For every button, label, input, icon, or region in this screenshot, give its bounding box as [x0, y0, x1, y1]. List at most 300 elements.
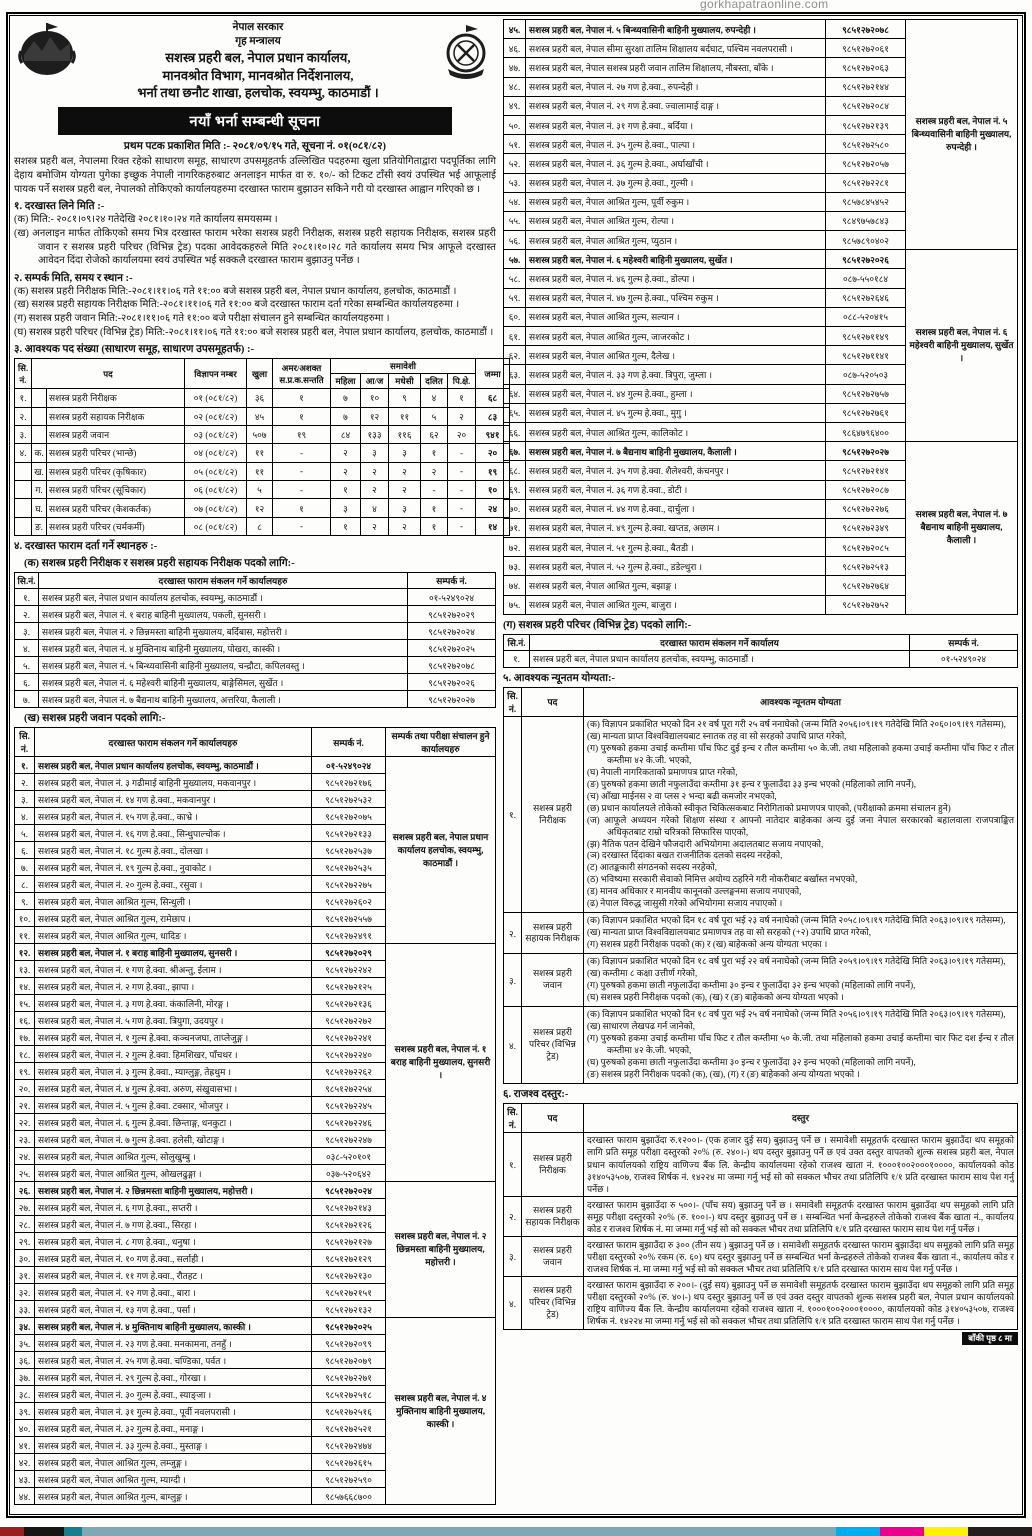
table-cell: ४५.: [504, 20, 526, 39]
qualification-item: (क) विज्ञापन प्रकाशित भएको दिन १८ वर्ष पुरा भई २२ वर्ष ननाघेको (जन्म मिति २०५९।०९।१९ गतेदेखि मिति २०६३।०९।१९ गतेसम्म),: [587, 956, 1006, 967]
table-cell: ९८५१२७२०९९: [312, 1335, 386, 1352]
table-cell: २: [331, 444, 361, 462]
table-cell: ९८५१२७२५३२: [312, 791, 386, 808]
table-cell: ६९.: [504, 480, 526, 499]
table-cell: सशस्त्र प्रहरी बल, नेपाल नं. ४७ गुल्म हे.क्वा., पश्चिम रुकुम ।: [526, 288, 826, 307]
table-cell: १.: [15, 589, 39, 606]
table-cell: सशस्त्र प्रहरी बल, नेपाल नं. १९ गुल्म हे.क्वा., नुवाकोट ।: [35, 859, 312, 876]
table-cell: ९८५१२७२२७२: [312, 1012, 386, 1029]
col-header-ad: विज्ञापन नम्बर: [185, 359, 247, 389]
table-cell: १.: [15, 389, 32, 407]
table-cell: सशस्त्र प्रहरी जवान: [522, 1237, 584, 1277]
letterhead: [14, 19, 496, 102]
table-cell: सशस्त्र प्रहरी बल, नेपाल नं. ३१ गुल्म हे.क्वा., पूर्वी नवलपरासी ।: [35, 1403, 312, 1420]
inspector-offices-body: [15, 589, 496, 708]
section2-item: (ख) सशस्त्र प्रहरी सहायक निरीक्षक मिति:-२०८१।११।०६ गते ११:०० बजे दरखास्त फाराम दर्ता गरेका सम्बन्धित कार्यालयहरुमा ।: [14, 299, 460, 311]
table-cell: ९८५१२७२०७५: [312, 808, 386, 825]
table-cell: ८.: [15, 876, 35, 893]
table-cell: -: [448, 499, 476, 517]
table-cell: १२: [247, 499, 273, 517]
table-cell: ०६ (०८१/८२): [185, 481, 247, 499]
table-cell: ४७.: [504, 58, 526, 77]
qualification-items: [584, 954, 1018, 1007]
table-cell: सशस्त्र प्रहरी बल, नेपाल नं. १८ गुल्म हे.क्वा., दोलखा ।: [35, 842, 312, 859]
table-cell: २: [448, 407, 476, 425]
table-cell: सशस्त्र प्रहरी सहायक निरीक्षक: [47, 407, 185, 425]
table-cell: ३.: [504, 954, 522, 1007]
table-row: [504, 20, 1018, 39]
table-cell: ९८५१२७२१३९: [826, 115, 906, 134]
table-row: [504, 1132, 1018, 1196]
table-cell: सशस्त्र प्रहरी बल, नेपाल आश्रित गुल्म, सिन्धुली ।: [35, 893, 312, 910]
table-cell: सशस्त्र प्रहरी बल, नेपाल आश्रित गुल्म, प्युठान ।: [526, 231, 826, 250]
table-cell: सशस्त्र प्रहरी बल, नेपाल आश्रित गुल्म, लम्जुङ्ग ।: [35, 1454, 312, 1471]
table-cell: ६२.: [504, 346, 526, 365]
table-cell: सशस्त्र प्रहरी बल, नेपाल नं. ५१ गुल्म हे.क्वा., बैतडी ।: [526, 538, 826, 557]
table-cell: ३४.: [15, 1318, 35, 1335]
qualification-item: (क) विज्ञापन प्रकाशित भएको दिन १८ वर्ष पूरा भई २३ वर्ष ननाघेको (जन्म मिति २०५८।०९।१९ गतेदेखि मिति २०६३।०९।१९ गतेसम्म),: [587, 915, 1006, 926]
table-cell: १.: [504, 716, 522, 913]
section3-heading: ३. आवश्यक पद संख्या (साधारण समूह, साधारण उपसमूहतर्फ) :-: [14, 344, 254, 356]
table-cell: ९८५१२७२२४२: [312, 961, 386, 978]
table-cell: २०.: [15, 1080, 35, 1097]
section2-item: (ग) सशस्त्र प्रहरी जवान मिति:-२०८१।११।०६ गते ११:०० बजे परीक्षा संचालन हुने सम्बन्धित कार्यालयहरुमा ।: [14, 312, 390, 324]
table-cell: ५०७: [247, 425, 273, 443]
qualification-item: (ङ) पुरुषको हकमा छाती नफुलाउँदा कम्तीमा ३१ इन्च र फुलाउँदा ३३ इन्च भएको (महिलाको लागि नपर्ने),: [587, 778, 917, 789]
exam-office-note: सशस्त्र प्रहरी बल, नेपाल नं. १ बराह बाहिनी मुख्यालय, सुनसरी ।: [386, 944, 496, 1182]
table-cell: ८४: [331, 425, 361, 443]
table-cell: सशस्त्र प्रहरी बल, नेपाल आश्रित गुल्म, रोल्पा ।: [526, 211, 826, 230]
table-cell: ९८५१२७२२७६: [826, 499, 906, 518]
table-cell: १: [273, 499, 331, 517]
table-cell: -: [448, 517, 476, 535]
table-cell: सशस्त्र प्रहरी परिचर (चर्मकर्मी): [47, 517, 185, 535]
table-cell: सशस्त्र प्रहरी बल, नेपाल नं. २ गण हे.क्वा., झापा ।: [35, 978, 312, 995]
table-cell: ५३.: [504, 173, 526, 192]
table-cell: सशस्त्र प्रहरी बल, नेपाल नं. ३ गढीमाई बाहिनी मुख्यालय, मकवानपुर ।: [35, 774, 312, 791]
table-cell: ९८५१२७२३४९: [826, 518, 906, 537]
exam-office-note: सशस्त्र प्रहरी बल, नेपाल नं. २ छिन्नमस्ता बाहिनी मुख्यालय, महोत्तरी ।: [386, 1182, 496, 1318]
table-cell: ३: [361, 444, 389, 462]
table-cell: ३.: [15, 425, 32, 443]
table-cell: १: [331, 517, 361, 535]
qualification-item: (ड) मानव अधिकार र मानवीय कानूनको उल्लङ्घनमा सजाय नपाएको,: [587, 886, 802, 897]
table-cell: सशस्त्र प्रहरी बल, नेपाल नं. ३६ गुल्म हे.क्वा., अर्घाखाँची ।: [526, 154, 826, 173]
table-cell: ९८५१२७२५३७: [312, 842, 386, 859]
inspector-offices-table: [14, 572, 496, 708]
exam-office-note: सशस्त्र प्रहरी बल, नेपाल नं. ५ बिन्ध्यवासिनी बाहिनी मुख्यालय, रुपन्देही ।: [906, 20, 1018, 250]
table-cell: ४.: [15, 808, 35, 825]
table-cell: [15, 462, 32, 480]
table-cell: १९: [273, 425, 331, 443]
section4c-label: (ग) सशस्त्र प्रहरी परिचर (विभिन्न ट्रेड) पदको लागि:-: [503, 619, 692, 631]
table-cell: [15, 481, 32, 499]
table-cell: सशस्त्र प्रहरी बल, नेपाल आश्रित गुल्म, बाग्लुङ्ग ।: [35, 1488, 312, 1505]
table-cell: २.: [15, 774, 35, 791]
table-cell: सशस्त्र प्रहरी बल, नेपाल नं. ३३ गण हे.क्वा. त्रिपुरा, जुम्ला ।: [526, 365, 826, 384]
table-cell: १: [331, 481, 361, 499]
continued-page-note: बाँकी पृष्ठ ८ मा: [962, 1332, 1018, 1345]
table-cell: ५४.: [504, 192, 526, 211]
parichar-offices-body: [504, 650, 1018, 667]
qualification-item: (ख) साधारण लेखपढ गर्न जानेको,: [587, 1021, 696, 1032]
table-cell: ९८५१२७२०७९: [312, 1352, 386, 1369]
table-cell: सशस्त्र प्रहरी बल, नेपाल नं. ५ बिन्ध्यवासिनी बाहिनी मुख्यालय, चन्द्रौटा, कपिलवस्तु ।: [39, 657, 408, 674]
col-header-qualification: आवश्यक न्यूनतम योग्यता: [584, 687, 1018, 716]
table-cell: २: [331, 462, 361, 480]
table-cell: [32, 389, 47, 407]
qualifications-header-row: [504, 687, 1018, 716]
table-cell: ०२ (०८१/८२): [185, 407, 247, 425]
col-header-sn: सि.नं.: [504, 634, 530, 650]
col-header-post: पद: [522, 687, 584, 716]
print-registration-bar: [0, 1527, 1032, 1536]
qualification-item: (ख) मान्यता प्राप्त विश्वविद्यालयबाट प्रमाणपत्र तह वा सो सरहको (+२) उपाधि प्राप्त गरेको,: [587, 927, 872, 938]
table-cell: सशस्त्र प्रहरी बल, नेपाल आश्रित गुल्म, सल्यान ।: [526, 307, 826, 326]
table-cell: सशस्त्र प्रहरी बल, नेपाल नं. ७ बैद्यनाथ बाहिनी मुख्यालय, अत्तरिया, कैलाली ।: [39, 691, 408, 708]
table-cell: सशस्त्र प्रहरी बल, नेपाल नं. ३७ गुल्म हे.क्वा., गुल्मी ।: [526, 173, 826, 192]
table-cell: ९८५१२७२२४०: [312, 1046, 386, 1063]
table-cell: सशस्त्र प्रहरी परिचर (विभिन्न ट्रेड): [522, 1007, 584, 1084]
table-cell: सशस्त्र प्रहरी बल, नेपाल नं. १ गण हे.क्वा. श्रीअन्तु, ईलाम ।: [35, 961, 312, 978]
table-cell: ०४ (०८१/८२): [185, 444, 247, 462]
qualification-item: (ज) आफूले अध्ययन गरेको शिक्षण संस्था र आफ्नो नातेदार बाहेकका अन्य दुई जना नेपाल सरकारको बहालवाला राजपत्राङ्कित अधिकृतबाट राम्रो चरित्रको सिफारिस पाएको,: [587, 814, 1014, 837]
table-cell: १: [273, 407, 331, 425]
table-cell: ४.: [504, 1277, 522, 1329]
table-cell: १४.: [15, 978, 35, 995]
table-cell: ९८५१२७२०२५: [312, 1318, 386, 1335]
table-cell: ९८५१२७२७५७: [826, 384, 906, 403]
table-row: [504, 1197, 1018, 1237]
print-bar-segment: [968, 1527, 1032, 1536]
table-cell: सशस्त्र प्रहरी बल, नेपाल नं. ४ मुक्तिनाथ बाहिनी मुख्यालय, कास्की ।: [35, 1318, 312, 1335]
table-cell: ३.: [15, 791, 35, 808]
table-cell: सशस्त्र प्रहरी बल, नेपाल आश्रित गुल्म, बाजुरा ।: [526, 595, 826, 614]
fee-description: दरखास्त फाराम बुझाउँदा रु २००।- (दुई सय) बुझाउनु पर्ने छ समावेशी समूहतर्फ दरखास्त फाराम बुझाउँदा थप समूहको लागि प्रति समूह परीक्षा दस्तुरको २०% (रु. ४०।-) थप दस्तुर बुझाउनु पर्ने छ एवं उक्त दस्तुर वापतको शुल्क सशस्त्र प्रहरी बल, नेपाल प्रधान कार्यालयको राष्ट्रिय वाणिज्य बैंक लि. केन्द्रीय कार्यालयमा रहेको राजश्व खाता नं. १०००१००२०००१००००, कार्यालयको कोड ३१४०५३५०७, राजश्व शिर्षक नं. १४२२४ मा जम्मा गर्नु भई सो को सक्कल भौचर तथा प्रतिलिपि १/१ प्रति दरखास्त फाराम साथ पेश गर्नु पर्नेछ ।: [584, 1277, 1018, 1329]
table-cell: सशस्त्र प्रहरी बल, नेपाल नं. २ छिन्नमस्ता बाहिनी मुख्यालय, बर्दिबास, महोत्तरी ।: [39, 623, 408, 640]
col-header-post: पद: [522, 1103, 584, 1132]
print-bar-segment: [924, 1527, 968, 1536]
section2-heading: २. सम्पर्क मिति, समय र स्थान :-: [14, 272, 133, 284]
table-row: [15, 606, 496, 623]
table-cell: ९८५१२७२२५४: [312, 1080, 386, 1097]
table-cell: ९८५१२७२१५१: [312, 1284, 386, 1301]
table-cell: सशस्त्र प्रहरी बल, नेपाल नं. ४४ गण हे.क्वा., दार्चुला ।: [526, 499, 826, 518]
table-cell: १: [421, 517, 448, 535]
table-cell: ९८४९७५७८४३: [826, 211, 906, 230]
table-cell: ७: [331, 407, 361, 425]
exam-office-note: सशस्त्र प्रहरी बल, नेपाल नं. ६ महेश्वरी बाहिनी मुख्यालय, सुर्खेत ।: [906, 250, 1018, 442]
col-header-sn: सि.नं.: [504, 1103, 522, 1132]
table-cell: ९८६४७९६४००: [826, 422, 906, 441]
jawan-offices-table-left: [14, 727, 496, 1505]
table-cell: ९८५१२७२१३३: [312, 825, 386, 842]
qualification-item: (ट) आतङ्ककारी संगठनको सदस्य नरहेको,: [587, 862, 717, 873]
print-bar-segment: [82, 1527, 836, 1536]
table-cell: [32, 425, 47, 443]
qualification-item: (ख) मान्यता प्राप्त विश्वविद्यालयबाट स्नातक तह वा सो सरहको उपाधि प्राप्त गरेको,: [587, 730, 847, 741]
table-cell: सशस्त्र प्रहरी सहायक निरीक्षक: [522, 913, 584, 954]
table-row: [504, 442, 1018, 461]
table-cell: सशस्त्र प्रहरी बल, नेपाल नं. १३ गण हे.क्वा., पर्सा ।: [35, 1301, 312, 1318]
table-cell: ९८५७८९०४०२: [826, 231, 906, 250]
fees-header-row: [504, 1103, 1018, 1132]
notice-frame: [6, 12, 1026, 1518]
ministry-line: गृह मन्त्रालय: [235, 36, 281, 48]
table-cell: सशस्त्र प्रहरी जवान: [47, 425, 185, 443]
col-header-aja: आ/ज: [361, 374, 389, 389]
col-header-dalit: दलित: [421, 374, 448, 389]
table-cell: सशस्त्र प्रहरी बल, नेपाल नं. १५ गण हे.क्वा., काभ्रे ।: [35, 808, 312, 825]
table-cell: सशस्त्र प्रहरी बल, नेपाल नं. ५ गुल्म हे.क्वा. टक्सार, भोजपुर ।: [35, 1097, 312, 1114]
vacancy-table: [14, 358, 510, 536]
table-cell: ५१.: [504, 135, 526, 154]
col-header-pichhe: पि.क्षे.: [448, 374, 476, 389]
table-cell: घ.: [32, 499, 47, 517]
table-cell: ९८५१२७२१२७: [312, 1233, 386, 1250]
col-header-phone: सम्पर्क नं.: [408, 573, 496, 589]
table-cell: १०.: [15, 910, 35, 927]
branch-line: भर्ना तथा छनौट शाखा, हलचोक, स्वयम्भु, काठमाडौं ।: [137, 85, 379, 101]
table-row: [15, 640, 496, 657]
table-cell: ९८५१२७२०२७: [826, 442, 906, 461]
table-cell: ५५.: [504, 211, 526, 230]
section4-heading: ४. दरखास्त फाराम दर्ता गर्ने स्थानहरु :-: [14, 541, 158, 553]
table-cell: सशस्त्र प्रहरी बल, नेपाल सशस्त्र प्रहरी जवान तालिम शिक्षालय, नौबस्ता, बाँके ।: [526, 58, 826, 77]
table-cell: ९: [389, 389, 421, 407]
table-cell: ९८५१२७२१२५: [312, 978, 386, 995]
parichar-header-row: [504, 634, 1018, 650]
table-cell: ७०.: [504, 499, 526, 518]
table-cell: सशस्त्र प्रहरी बल, नेपाल नं. २ छिन्नमस्ता बाहिनी मुख्यालय, महोत्तरी ।: [35, 1182, 312, 1199]
table-cell: सशस्त्र प्रहरी बल, नेपाल नं. ८ गण हे.क्वा., धनुषा ।: [35, 1233, 312, 1250]
table-cell: ९८५१२७२२७५: [312, 876, 386, 893]
table-cell: सशस्त्र प्रहरी निरीक्षक: [522, 716, 584, 913]
table-cell: सशस्त्र प्रहरी बल, नेपाल नं. ३० गुल्म हे.क्वा., स्याङ्जा ।: [35, 1386, 312, 1403]
section1-item: (ख) अनलाइन मार्फत तोकिएको समय भित्र दरखास्त फाराम भरेका सशस्त्र प्रहरी निरीक्षक, सशस्त्र प्रहरी सहायक निरीक्षक, सशस्त्र प्रहरी जवान र सशस्त्र प्रहरी परिचर (विभिन्न ट्रेड) पदका आवेदकहरुले मिति २०८१।१०।२८ गते कार्यालय समय भित्र आफूले दरखास्त आवेदन दिंदा रोजेको कार्यालयमा स्वयं उपस्थित भई सक्कलै दरखास्त फाराम बुझाउनु पर्नेछ ।: [14, 227, 496, 267]
table-cell: ३: [331, 499, 361, 517]
table-cell: ०८७-५२०५०३: [826, 365, 906, 384]
print-bar-segment: [64, 1527, 82, 1536]
table-row: [15, 1318, 496, 1335]
exam-office-note: सशस्त्र प्रहरी बल, नेपाल नं. ७ बैद्यनाथ बाहिनी मुख्यालय, कैलाली ।: [906, 442, 1018, 615]
table-cell: सशस्त्र प्रहरी बल, नेपाल नं. ३१ गण हे.क्वा., बर्दिया ।: [526, 115, 826, 134]
table-cell: ६८: [476, 389, 510, 407]
table-cell: सशस्त्र प्रहरी बल, नेपाल नं. ५ बिन्ध्यवासिनी बाहिनी मुख्यालय, रुपन्देही ।: [526, 20, 826, 39]
table-row: [15, 623, 496, 640]
table-cell: सशस्त्र प्रहरी बल, नेपाल नं. ७ गण हे.क्वा., सिरहा ।: [35, 1216, 312, 1233]
table-cell: १: [421, 444, 448, 462]
table-cell: सशस्त्र प्रहरी बल, नेपाल नं. १० गण हे.क्वा., सर्लाही ।: [35, 1250, 312, 1267]
table-cell: ३६: [247, 389, 273, 407]
qualification-items: [584, 1007, 1018, 1084]
table-cell: १५.: [15, 995, 35, 1012]
table-cell: ९८५१२७२५१३: [826, 557, 906, 576]
table-cell: ९८५१२७२०६३: [826, 58, 906, 77]
col-header-total: जम्मा: [476, 359, 510, 389]
watermark-text: gorkhapatraonline.com: [700, 0, 829, 11]
table-cell: सशस्त्र प्रहरी बल, नेपाल नं. २० गुल्म हे.क्वा., रसुवा ।: [35, 876, 312, 893]
qualification-item: (ग) पुरुषको हकमा उचाई कम्तीमा पाँच फिट र तौल कम्तीमा ५० के.जी. तथा महिलाको हकमा उचाई कम्तीमा चार फिट दश ईन्च र तौल कम्तीमा ४२ के.जी. भएको,: [587, 1033, 1014, 1055]
col-header-sn: सि.नं.: [15, 728, 35, 757]
table-cell: १२.: [15, 944, 35, 961]
table-cell: ८३: [476, 407, 510, 425]
table-cell: सशस्त्र प्रहरी परिचर (केशकर्तक): [47, 499, 185, 517]
table-cell: सशस्त्र प्रहरी बल, नेपाल नं. ४४ गुल्म हे.क्वा., हुम्ला ।: [526, 384, 826, 403]
col-header-mahila: महिला: [331, 374, 361, 389]
col-header-khula: खुला: [247, 359, 273, 389]
col-header-phone: सम्पर्क नं.: [910, 634, 1018, 650]
table-cell: सशस्त्र प्रहरी बल, नेपाल नं. १२ गण हे.क्वा., बारा ।: [35, 1284, 312, 1301]
qualification-item: (क) विज्ञापन प्रकाशित भएको दिन १८ वर्ष पुरा भई २५ वर्ष ननाघेको (जन्म मिति २०५६।०९।१९ गतेदेखि मिति २०६३।०९।१९ गतेसम्म),: [587, 1009, 1006, 1020]
table-cell: ४: [421, 389, 448, 407]
table-cell: सशस्त्र प्रहरी बल, नेपाल आश्रित गुल्म, जाजरकोट ।: [526, 327, 826, 346]
left-column: [14, 19, 501, 1511]
table-cell: सशस्त्र प्रहरी परिचर (सूचिकार): [47, 481, 185, 499]
table-cell: ५०.: [504, 115, 526, 134]
col-header-post: पद: [32, 359, 185, 389]
table-cell: ३.: [504, 1237, 522, 1277]
table-row: [15, 589, 496, 606]
section1-item: (क) मिति:- २०८१।०९।२४ गतेदेखि २०८१।१०।२४ गते कार्यालय समयसम्म ।: [14, 214, 278, 226]
table-cell: सशस्त्र प्रहरी परिचर (कृषिकार): [47, 462, 185, 480]
qualification-item: (घ) सशस्त्र प्रहरी निरीक्षक पदको (क), (ख) र (ङ) बाहेकको अन्य योग्यता भएको ।: [587, 992, 844, 1003]
table-cell: ३८.: [15, 1386, 35, 1403]
section4b-label: (ख) सशस्त्र प्रहरी जवान पदको लागि:-: [24, 713, 166, 725]
table-cell: २०: [476, 444, 510, 462]
qualification-item: (ग) पुरुषको हकमा उचाई कम्तीमा पाँच फिट दुई इन्च र तौल कम्तीमा ५० के.जी. तथा महिलाको हकमा उचाई कम्तीमा पाँच फिट र तौल कम्तीमा ४२ के.जी. भएको,: [587, 742, 1014, 765]
table-cell: ९८५१२७२२४५: [312, 1097, 386, 1114]
table-cell: २: [389, 462, 421, 480]
section2-item: (घ) सशस्त्र प्रहरी परिचर (विभिन्न ट्रेड) मिति:-२०८१।११।०६ गते ११:०० बजे सशस्त्र प्रहरी बल, नेपाल प्रधान कार्यालय, हलचोक, काठमाडौं ।: [14, 326, 494, 338]
table-cell: ६४.: [504, 384, 526, 403]
table-cell: ६.: [15, 842, 35, 859]
table-cell: सशस्त्र प्रहरी बल, नेपाल नं. २९ गण हे.क्वा. ज्वालामाई दाङ्ग ।: [526, 96, 826, 115]
table-cell: ०३८-५२०१०१: [312, 1148, 386, 1165]
table-cell: ७३.: [504, 557, 526, 576]
table-cell: ३७.: [15, 1369, 35, 1386]
col-header-sn: सि.नं.: [504, 687, 522, 716]
table-cell: ९८५१२७२२४६: [312, 1114, 386, 1131]
table-cell: ९८५१२७२०२४: [312, 1182, 386, 1199]
table-cell: २: [421, 462, 448, 480]
table-cell: ९८५१२७२५९०: [312, 1471, 386, 1488]
table-cell: ९८५१२७२४९१: [312, 927, 386, 944]
qualification-item: (घ) नेपाली नागरिकताको प्रमाणपत्र प्राप्त गरेको,: [587, 766, 738, 777]
table-cell: ९८५१२७२०५७: [826, 154, 906, 173]
table-cell: १०: [361, 389, 389, 407]
qualification-item: (छ) प्रधान कार्यालयले तोकेको स्वीकृत चिकित्सकबाट निरोगिताको प्रमाणपत्र पाएको, (परीक्षाको क्रममा संचालन हुने): [587, 802, 951, 813]
vacancy-table-body: [15, 389, 510, 536]
table-cell: सशस्त्र प्रहरी बल, नेपाल नं. १ गुल्म हे.क्वा. कञ्चनजघा, ताप्लेजुङ्ग ।: [35, 1029, 312, 1046]
table-cell: १: [448, 389, 476, 407]
table-cell: ९८५१२७२५८०: [826, 135, 906, 154]
table-cell: ५.: [15, 657, 39, 674]
table-cell: १.: [504, 650, 530, 667]
col-header-phone: सम्पर्क नं.: [312, 728, 386, 757]
table-cell: ९८५७८४५४५२: [826, 192, 906, 211]
table-cell: सशस्त्र प्रहरी बल, नेपाल नं. ४६ गुल्म हे.क्वा., डोल्पा ।: [526, 269, 826, 288]
table-cell: ९८५१२७२५१८: [312, 1386, 386, 1403]
table-cell: ४०.: [15, 1420, 35, 1437]
dept-line: मानवश्रोत विभाग, मानवश्रोत निर्देशनालय,: [162, 67, 354, 83]
table-cell: २७.: [15, 1199, 35, 1216]
table-cell: ९८५१२७२१४३: [312, 1199, 386, 1216]
table-cell: सशस्त्र प्रहरी बल, नेपाल प्रधान कार्यालय हलचोक, स्वयम्भु, काठमाडौं ।: [35, 757, 312, 774]
print-bar-segment: [0, 1527, 24, 1536]
table-cell: -: [448, 444, 476, 462]
table-row: [504, 913, 1018, 954]
table-cell: सशस्त्र प्रहरी बल, नेपाल नं. ११ गण हे.क्वा., रौतहट ।: [35, 1267, 312, 1284]
table-cell: ६३.: [504, 365, 526, 384]
table-cell: ९८५१२७२०६१: [826, 39, 906, 58]
table-cell: ९८५१२७२०८७: [826, 480, 906, 499]
table-cell: ३: [389, 499, 421, 517]
section2-item: (क) सशस्त्र प्रहरी निरीक्षक मिति:-२०८१।११।०६ गते ११:०० बजे सशस्त्र प्रहरी बल, नेपाल प्रधान कार्यालय, हलचोक, काठमाडौं ।: [14, 285, 457, 297]
table-cell: ९८५१२७२०२६: [408, 674, 496, 691]
table-cell: ६१.: [504, 327, 526, 346]
table-cell: सशस्त्र प्रहरी जवान: [522, 954, 584, 1007]
table-cell: ७.: [15, 859, 35, 876]
table-cell: ४८.: [504, 77, 526, 96]
jawan-offices-body-left: [15, 757, 496, 1505]
table-cell: सशस्त्र प्रहरी निरीक्षक: [47, 389, 185, 407]
col-header-office: दरखास्त फाराम संकलन गर्ने कार्यालयहरु: [35, 728, 312, 757]
table-cell: सशस्त्र प्रहरी बल, नेपाल नं. ६ गुल्म हे.क्वा. छिन्ताङ्ग, धनकुटा ।: [35, 1114, 312, 1131]
fee-description: दरखास्त फाराम बुझाउँदा रु ३०० (तीन सय ) बुझाउनु पर्ने छ । समावेशी समूहतर्फ दरखास्त फाराम बुझाउँदा थप समूहको लागि प्रति समूह परीक्षा दस्तुरको २०% रकम (रु. ६०) थप दस्तुर बुझाउनु पर्ने छ सम्बन्धित भर्ना केन्द्रहरुले तोकेको राजश्व बैंक खाता नं., कार्यालय कोड र राजश्व शिर्षक नं. मा जम्मा गर्नु भई सो को सक्कल भौचर तथा प्रतिलिपि १/१ प्रति दरखास्त फाराम साथ पेश गर्नु पर्नेछ ।: [584, 1237, 1018, 1277]
table-cell: ०५ (०८१/८२): [185, 462, 247, 480]
table-cell: ६०.: [504, 307, 526, 326]
table-cell: ३: [389, 444, 421, 462]
table-cell: ९८५७६६८७००: [312, 1488, 386, 1505]
table-cell: ३९.: [15, 1403, 35, 1420]
table-cell: सशस्त्र प्रहरी बल, नेपाल नं. ६ महेश्वरी बाहिनी मुख्यालय, बाङ्गेसिमल, सुर्खेत ।: [39, 674, 408, 691]
table-cell: २: [361, 462, 389, 480]
table-cell: सशस्त्र प्रहरी बल, नेपाल आश्रित गुल्म, सोलुखुम्बु ।: [35, 1148, 312, 1165]
table-cell: २४: [476, 499, 510, 517]
table-cell: सशस्त्र प्रहरी बल, नेपाल नं. ३६ गण हे.क्वा., डोटी ।: [526, 480, 826, 499]
table-cell: सशस्त्र प्रहरी बल, नेपाल प्रधान कार्यालय हलचोक, स्वयम्भु, काठमाडौं ।: [39, 589, 408, 606]
table-cell: २.: [504, 1197, 522, 1237]
table-cell: ९८५१२७११४१: [826, 346, 906, 365]
table-cell: ९८५१२७२२७१: [312, 1369, 386, 1386]
intro-paragraph: सशस्त्र प्रहरी बल, नेपालमा रिक्त रहेको साधारण समूह, साधारण उपसमूहतर्फ उल्लिखित पदहरुमा खुला प्रतियोगिताद्वारा पदपूर्तिका लागि देहाय बमोजिम योग्यता पुगेका इच्छुक नेपाली नागरिकहरुबाट अनलाइन मार्फत वा रु. १०/- को टिकट टाँसी स्वयं उपस्थित भई आफूलाई पायक पर्ने सशस्त्र प्रहरी बल, नेपालको तोकिएको कार्यालयहरुमा दरखास्त फाराम बुझाउन सकिने गरी यो दरखास्त आह्वान गरिएको छ ।: [14, 155, 496, 195]
table-cell: ४५: [247, 407, 273, 425]
print-bar-segment: [836, 1527, 880, 1536]
table-cell: सशस्त्र प्रहरी बल, नेपाल नं. ३ गुल्म हे.क्वा., म्याग्लुङ्ग, तेह्रथुम ।: [35, 1063, 312, 1080]
table-cell: २.: [15, 606, 39, 623]
table-cell: ५: [421, 407, 448, 425]
table-cell: ६५.: [504, 403, 526, 422]
table-cell: ९८५१२७२५३५: [312, 859, 386, 876]
table-cell: ९८५१२७२०२५: [408, 640, 496, 657]
table-cell: ९८५१२७२१३२: [312, 1301, 386, 1318]
qualification-item: (घ) पुरुषको हकमा छाती नफुलाउँदा कम्तीमा ३० इन्च र फुलाउँदा ३२ इन्च भएको (महिलाको लागि नपर्ने),: [587, 1056, 916, 1067]
table-cell: ७.: [15, 691, 39, 708]
table-cell: सशस्त्र प्रहरी बल, नेपाल नं. ७ गुल्म हे.क्वा. हलेसी, खोटाङ्ग ।: [35, 1131, 312, 1148]
table-cell: ९८५१२७२५२१: [312, 1420, 386, 1437]
table-cell: ३५.: [15, 1335, 35, 1352]
table-cell: १७.: [15, 1029, 35, 1046]
table-cell: ९४१: [476, 425, 510, 443]
table-row: [504, 250, 1018, 269]
qualification-item: (क) विज्ञापन प्रकाशित भएको दिन २१ वर्ष पूरा गरी २५ वर्ष ननाघेको (जन्म मिति २०५६।०९।१९ गतेदेखि मिति २०६०।०९।१९ गतेसम्म),: [587, 718, 1006, 729]
table-cell: ३१.: [15, 1267, 35, 1284]
table-cell: ८: [247, 517, 273, 535]
table-cell: सशस्त्र प्रहरी बल, नेपाल नं. २३ गण हे.क्वा. मनकामना, तनहुँ ।: [35, 1335, 312, 1352]
table-row: [15, 657, 496, 674]
table-cell: ०१ (०८१/८२): [185, 389, 247, 407]
